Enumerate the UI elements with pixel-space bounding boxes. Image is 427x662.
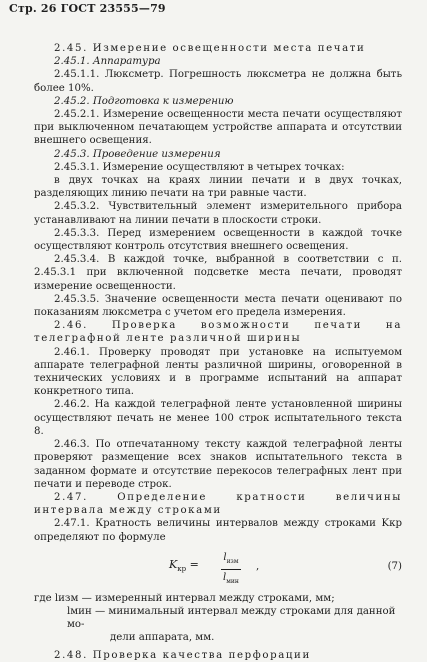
paragraph: 2.45.1.1. Люксметр. Погрешность люксметра не должна быть более 10%. xyxy=(34,69,402,94)
where-line-1: где lизм — измеренный интервал между строками, мм; xyxy=(34,592,335,604)
paragraph: 2.45.2.1. Измерение освещенности места печати осуществляют при выключенном печатающем устройстве аппарата и отсутствии внешнего освещения. xyxy=(34,109,402,147)
where-line-3: дели аппарата, мм. xyxy=(110,632,215,644)
subsection-heading: 2.45.2. Подготовка к измерению xyxy=(54,95,234,107)
document-body xyxy=(34,42,402,662)
formula-fraction xyxy=(221,551,241,588)
formula-numerator: $l_{изм}$ xyxy=(223,551,239,565)
formula-7 xyxy=(34,548,402,588)
paragraph: 2.46.2. На каждой телеграфной ленте установленной ширины осуществляют печать не менее 100 строк испытательного текста 8. xyxy=(34,399,402,437)
formula-denominator: $l_{мин}$ xyxy=(223,571,239,585)
formula-lhs: $K_{кр}$ = xyxy=(169,557,199,573)
paragraph: 2.45.3.2. Чувствительный элемент измерительного прибора устанавливают на линии печати в плоскости строки. xyxy=(34,201,402,226)
subsection-heading: 2.45.1. Аппаратура xyxy=(54,56,161,68)
paragraph: 2.45.3.5. Значение освещенности места печати оценивают по показаниям люксметра с учетом его предела измерения. xyxy=(34,293,402,319)
page-header: Стр. 26 ГОСТ 23555—79 xyxy=(9,2,166,15)
subsection-heading: 2.45.3. Проведение измерения xyxy=(54,148,221,160)
equation-number: (7) xyxy=(387,560,402,572)
formula-comma: , xyxy=(256,560,260,572)
fraction-bar xyxy=(221,569,241,570)
paragraph: 2.45.3.3. Перед измерением освещенности в каждой точке осуществляют контроль отсутствия внешнего освещения. xyxy=(34,227,402,253)
where-line-2: lмин — минимальный интервал между строками для данной мо- xyxy=(67,605,396,631)
section-heading: 2.47. Определение кратности величины интервала между строками xyxy=(34,491,402,517)
paragraph: в двух точках на краях линии печати и в двух точках, разделяющих линию печати на три равные части. xyxy=(34,175,402,200)
paragraph: 2.45.3.4. В каждой точке, выбранной в соответствии с п. 2.45.3.1 при включенной подсветке места печати, проводят измерение освещенности. xyxy=(34,254,402,292)
section-heading: 2.45. Измерение освещенности места печати xyxy=(54,43,366,54)
section-heading: 2.48. Проверка качества перфорации xyxy=(54,649,311,661)
paragraph: 2.47.1. Кратность величины интервалов между строками Kкр определяют по формуле xyxy=(34,518,402,543)
paragraph: 2.45.3.1. Измерение осуществляют в четырех точках: xyxy=(54,161,345,173)
section-heading: 2.46. Проверка возможности печати на телеграфной ленте различной ширины xyxy=(34,320,402,345)
paragraph: 2.46.3. По отпечатанному тексту каждой телеграфной ленты проверяют размещение всех знаков испытательного текста в заданном формате и отсутствие перекосов телеграфных лент при печати и переводе строк. xyxy=(34,439,402,490)
paragraph: 2.46.1. Проверку проводят при установке на испытуемом аппарате телеграфной ленты различной ширины, оговоренной в технических условиях и в программе испытаний на аппарат конкретного типа. xyxy=(34,346,402,398)
